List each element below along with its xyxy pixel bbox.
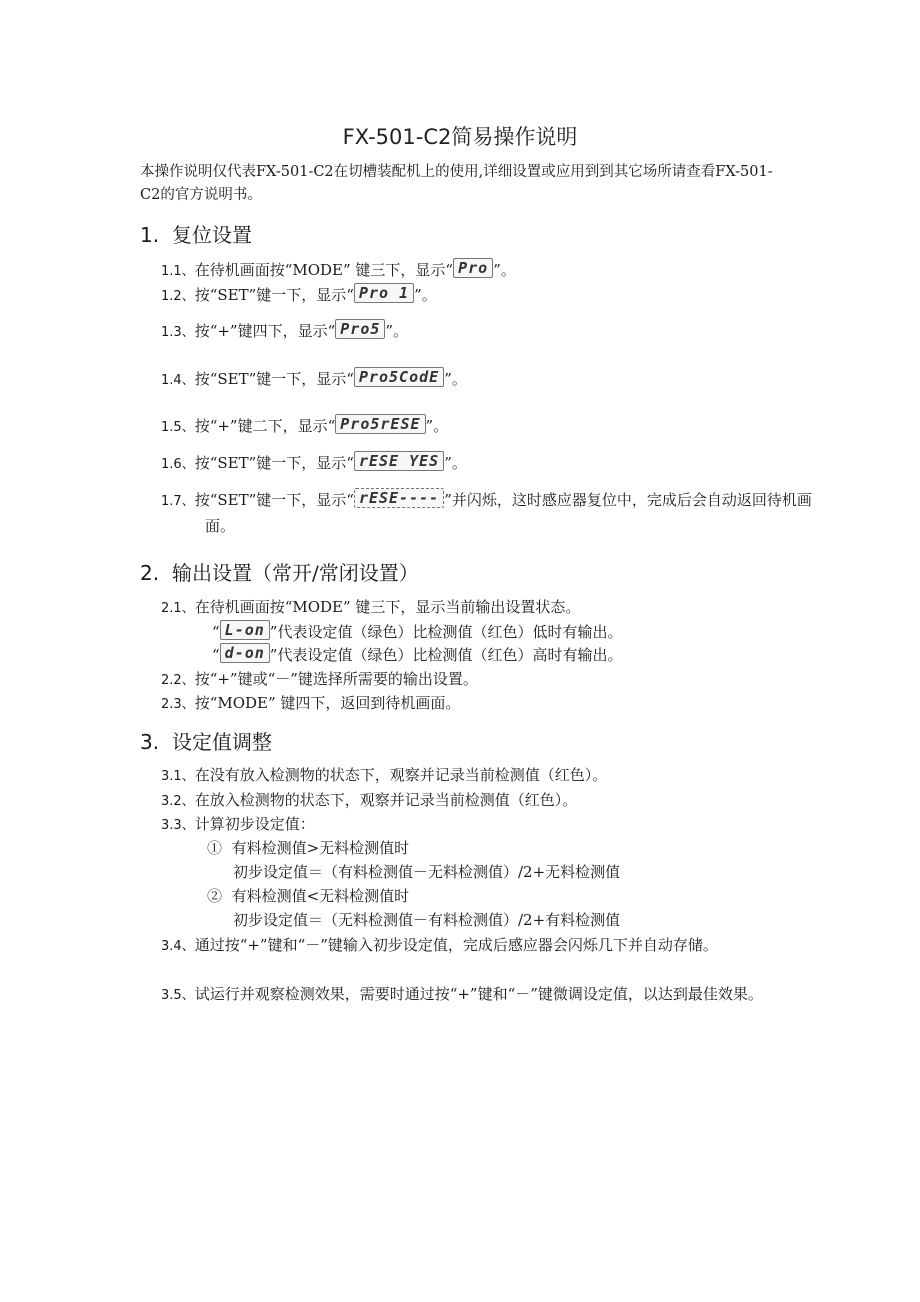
lcd-display-code: rESE---- (354, 488, 444, 508)
step-number: 1.6、 (161, 457, 195, 472)
lcd-display-code: rESE YES (354, 451, 444, 471)
step-1-2 (161, 283, 437, 305)
step-text: 试运行并观察检测效果，需要时通过按“+”键和“－”键微调设定值，以达到最佳效果。 (194, 985, 763, 1003)
lcd-display-code: Pro5 (335, 319, 385, 339)
step-text: 按“SET”键一下，显示“ (194, 370, 354, 388)
step-number: 2.2、 (161, 673, 195, 688)
section-3-heading (140, 726, 272, 755)
step-number: 1.4、 (161, 373, 195, 388)
case-2-formula: 初步设定值＝（无料检测值－有料检测值）/2+有料检测值 (233, 911, 621, 929)
step-number: 3.4、 (161, 939, 195, 954)
step-3-4 (161, 933, 830, 959)
step-1-7 (161, 488, 830, 538)
step-text: 按“SET”键一下，显示“ (194, 286, 354, 304)
lcd-display-code: d-on (220, 643, 270, 663)
section-title: 复位设置 (172, 223, 252, 247)
case-1-formula: 初步设定值＝（有料检测值－无料检测值）/2+无料检测值 (233, 863, 621, 881)
step-text: 按“+”键四下，显示“ (194, 322, 336, 340)
step-1-4 (161, 367, 467, 389)
step-3-2 (161, 789, 577, 810)
step-text: 按“+”键或“－”键选择所需要的输出设置。 (194, 670, 478, 688)
state-description: ”代表设定值（绿色）比检测值（红色）高时有输出。 (269, 646, 623, 664)
intro-paragraph: 本操作说明仅代表FX-501-C2在切槽装配机上的使用,详细设置或应用到到其它场所请查看FX-501-C2的官方说明书。 (140, 164, 773, 203)
step-2-1 (161, 596, 580, 617)
step-number: 2.1、 (161, 601, 195, 616)
output-state-d-on: “ d-on ”代表设定值（绿色）比检测值（红色）高时有输出。 (212, 644, 623, 664)
case-condition: 有料检测值>无料检测值时 (231, 839, 410, 857)
step-1-5 (161, 414, 448, 436)
step-text: 在没有放入检测物的状态下，观察并记录当前检测值（红色）。 (194, 766, 608, 784)
section-number: 2. (140, 561, 160, 585)
step-text-end: ”。 (444, 454, 467, 472)
section-1-heading (140, 219, 252, 248)
section-2-heading (140, 557, 419, 586)
step-2-2 (161, 668, 478, 689)
lcd-display-code: Pro (453, 258, 493, 278)
step-number: 1.2、 (161, 289, 195, 304)
case-1-condition (207, 837, 409, 858)
step-text: 按“SET”键一下，显示“ (194, 454, 354, 472)
step-text: 按“+”键二下，显示“ (194, 417, 336, 435)
state-description: ”代表设定值（绿色）比检测值（红色）低时有输出。 (269, 623, 623, 641)
step-number: 1.7、 (161, 494, 195, 509)
section-title: 输出设置（常开/常闭设置） (172, 561, 419, 585)
case-2-condition (207, 885, 409, 906)
step-text: 通过按“+”键和“－”键输入初步设定值，完成后感应器会闪烁几下并自动存储。 (194, 936, 718, 954)
step-text-end: ”。 (385, 322, 409, 340)
case-marker: ① (207, 839, 223, 857)
case-marker: ② (207, 887, 223, 905)
lcd-display-code: Pro5rESE (335, 414, 425, 434)
section-number: 1. (140, 223, 160, 247)
output-state-l-on: “ L-on ”代表设定值（绿色）比检测值（红色）低时有输出。 (212, 621, 623, 641)
step-number: 1.1、 (161, 264, 195, 279)
step-number: 3.1、 (161, 769, 195, 784)
step-text-end: ”并闪烁，这时感应器复位中，完成后会自动返回待机画面。 (205, 491, 812, 535)
step-number: 2.3、 (161, 697, 195, 712)
step-text-end: ”。 (414, 286, 437, 304)
step-text: 在待机画面按“MODE” 键三下，显示“ (194, 261, 454, 279)
lcd-display-code: Pro 1 (354, 283, 414, 303)
step-text-end: ”。 (425, 417, 449, 435)
lcd-display-code: L-on (220, 620, 270, 640)
step-number: 3.2、 (161, 794, 195, 809)
step-number: 3.3、 (161, 818, 195, 833)
step-1-6 (161, 451, 467, 473)
step-text-end: ”。 (444, 370, 467, 388)
lcd-display-code: Pro5CodE (354, 367, 444, 387)
step-1-1 (161, 258, 516, 280)
step-3-1 (161, 764, 607, 785)
case-condition: 有料检测值<无料检测值时 (231, 887, 410, 905)
step-text-end: ”。 (493, 261, 516, 279)
step-text: 按“MODE” 键四下，返回到待机画面。 (194, 694, 461, 712)
step-3-5 (161, 982, 830, 1008)
step-number: 1.3、 (161, 325, 195, 340)
step-text: 计算初步设定值： (194, 815, 315, 833)
document-title: FX-501-C2简易操作说明 (342, 125, 578, 149)
step-text: 按“SET”键一下，显示“ (194, 491, 354, 509)
step-3-3 (161, 813, 315, 834)
section-number: 3. (140, 730, 160, 754)
step-number: 3.5、 (161, 988, 195, 1003)
step-text: 在放入检测物的状态下，观察并记录当前检测值（红色）。 (194, 791, 578, 809)
step-text: 在待机画面按“MODE” 键三下，显示当前输出设置状态。 (194, 598, 581, 616)
section-title: 设定值调整 (172, 730, 272, 754)
step-1-3 (161, 319, 408, 341)
step-2-3 (161, 692, 460, 713)
step-number: 1.5、 (161, 420, 195, 435)
